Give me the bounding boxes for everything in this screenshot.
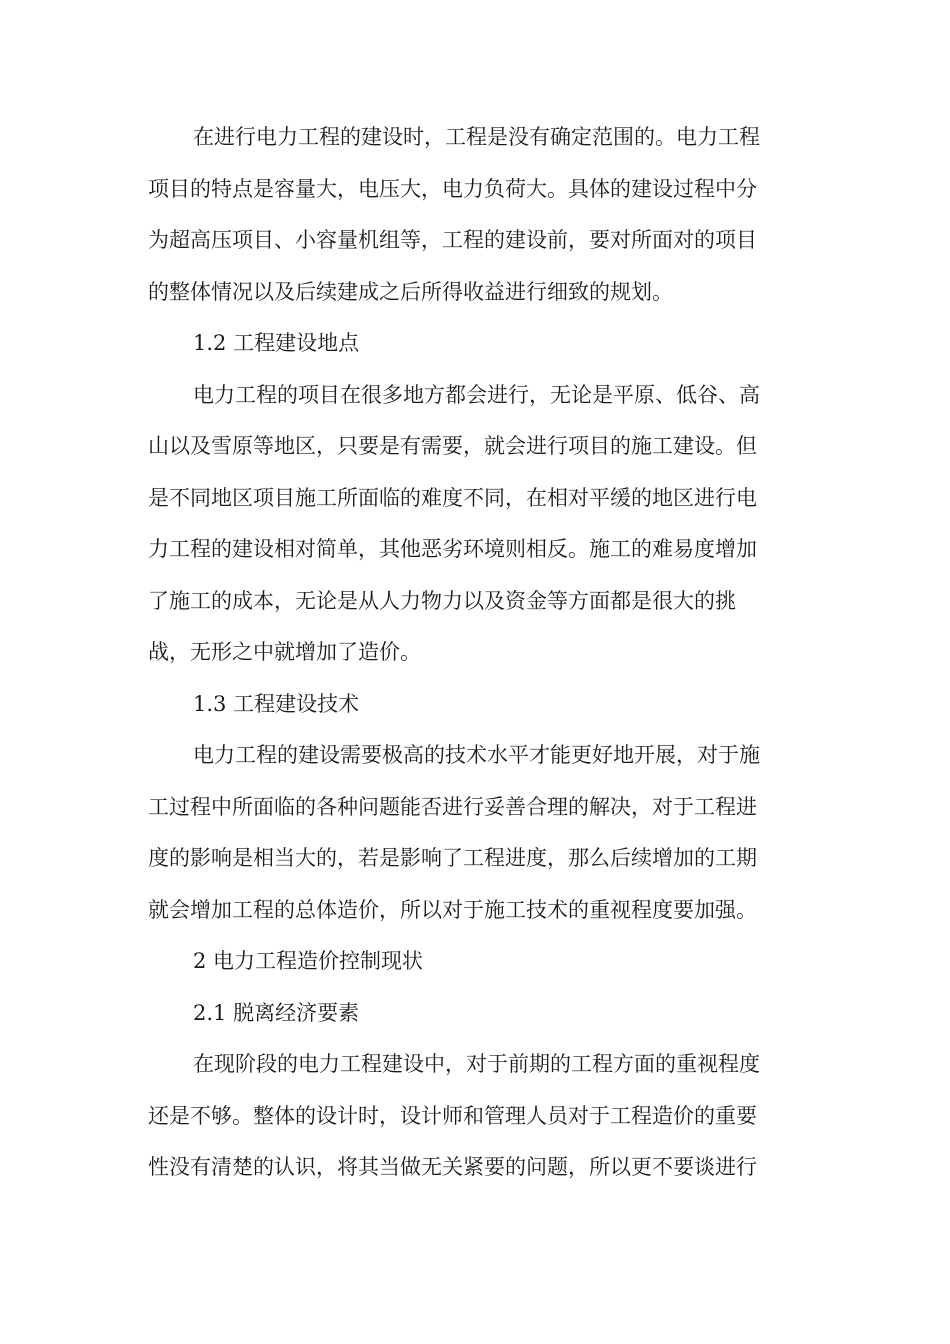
paragraph-intro [148, 112, 808, 318]
paragraph-line: 还是不够。整体的设计时，设计师和管理人员对于工程造价的重要 [148, 1103, 757, 1128]
paragraph-line: 电力工程的建设需要极高的技术水平才能更好地开展，对于施 [193, 743, 760, 767]
paragraph-line: 为超高压项目、小容量机组等，工程的建设前，要对所面对的项目 [148, 228, 757, 252]
paragraph-economic-factors [148, 1039, 808, 1194]
paragraph-line: 的整体情况以及后续建成之后所得收益进行细致的规划。 [148, 279, 673, 304]
paragraph-line: 了施工的成本，无论是从人力物力以及资金等方面都是很大的挑 [148, 588, 736, 613]
paragraph-line: 电力工程的项目在很多地方都会进行，无论是平原、低谷、高 [193, 382, 760, 407]
paragraph-line: 在进行电力工程的建设时，工程是没有确定范围的。电力工程 [193, 125, 760, 149]
paragraph-line: 性没有清楚的认识，将其当做无关紧要的问题，所以更不要谈进行 [148, 1155, 757, 1179]
section-heading-2-1: 2.1 脱离经济要素 [193, 1000, 360, 1025]
section-heading-1-2: 1.2 工程建设地点 [193, 331, 360, 355]
paragraph-line: 是不同地区项目施工所面临的难度不同，在相对平缓的地区进行电 [148, 485, 757, 510]
paragraph-line: 山以及雪原等地区，只要是有需要，就会进行项目的施工建设。但 [148, 434, 757, 458]
section-heading-1-3: 1.3 工程建设技术 [193, 691, 360, 716]
paragraph-line: 度的影响是相当大的，若是影响了工程进度，那么后续增加的工期 [148, 846, 757, 870]
paragraph-line: 在现阶段的电力工程建设中，对于前期的工程方面的重视程度 [193, 1052, 760, 1076]
section-heading-2: 2 电力工程造价控制现状 [193, 949, 424, 973]
document-body [148, 112, 808, 1194]
paragraph-line: 工过程中所面临的各种问题能否进行妥善合理的解决，对于工程进 [148, 794, 757, 819]
paragraph-construction-technology [148, 730, 808, 936]
paragraph-line: 力工程的建设相对简单，其他恶劣环境则相反。施工的难易度增加 [148, 537, 757, 561]
paragraph-construction-location [148, 370, 808, 679]
paragraph-line: 战，无形之中就增加了造价。 [148, 640, 421, 664]
paragraph-line: 项目的特点是容量大，电压大，电力负荷大。具体的建设过程中分 [148, 176, 757, 201]
paragraph-line: 就会增加工程的总体造价，所以对于施工技术的重视程度要加强。 [148, 897, 757, 922]
